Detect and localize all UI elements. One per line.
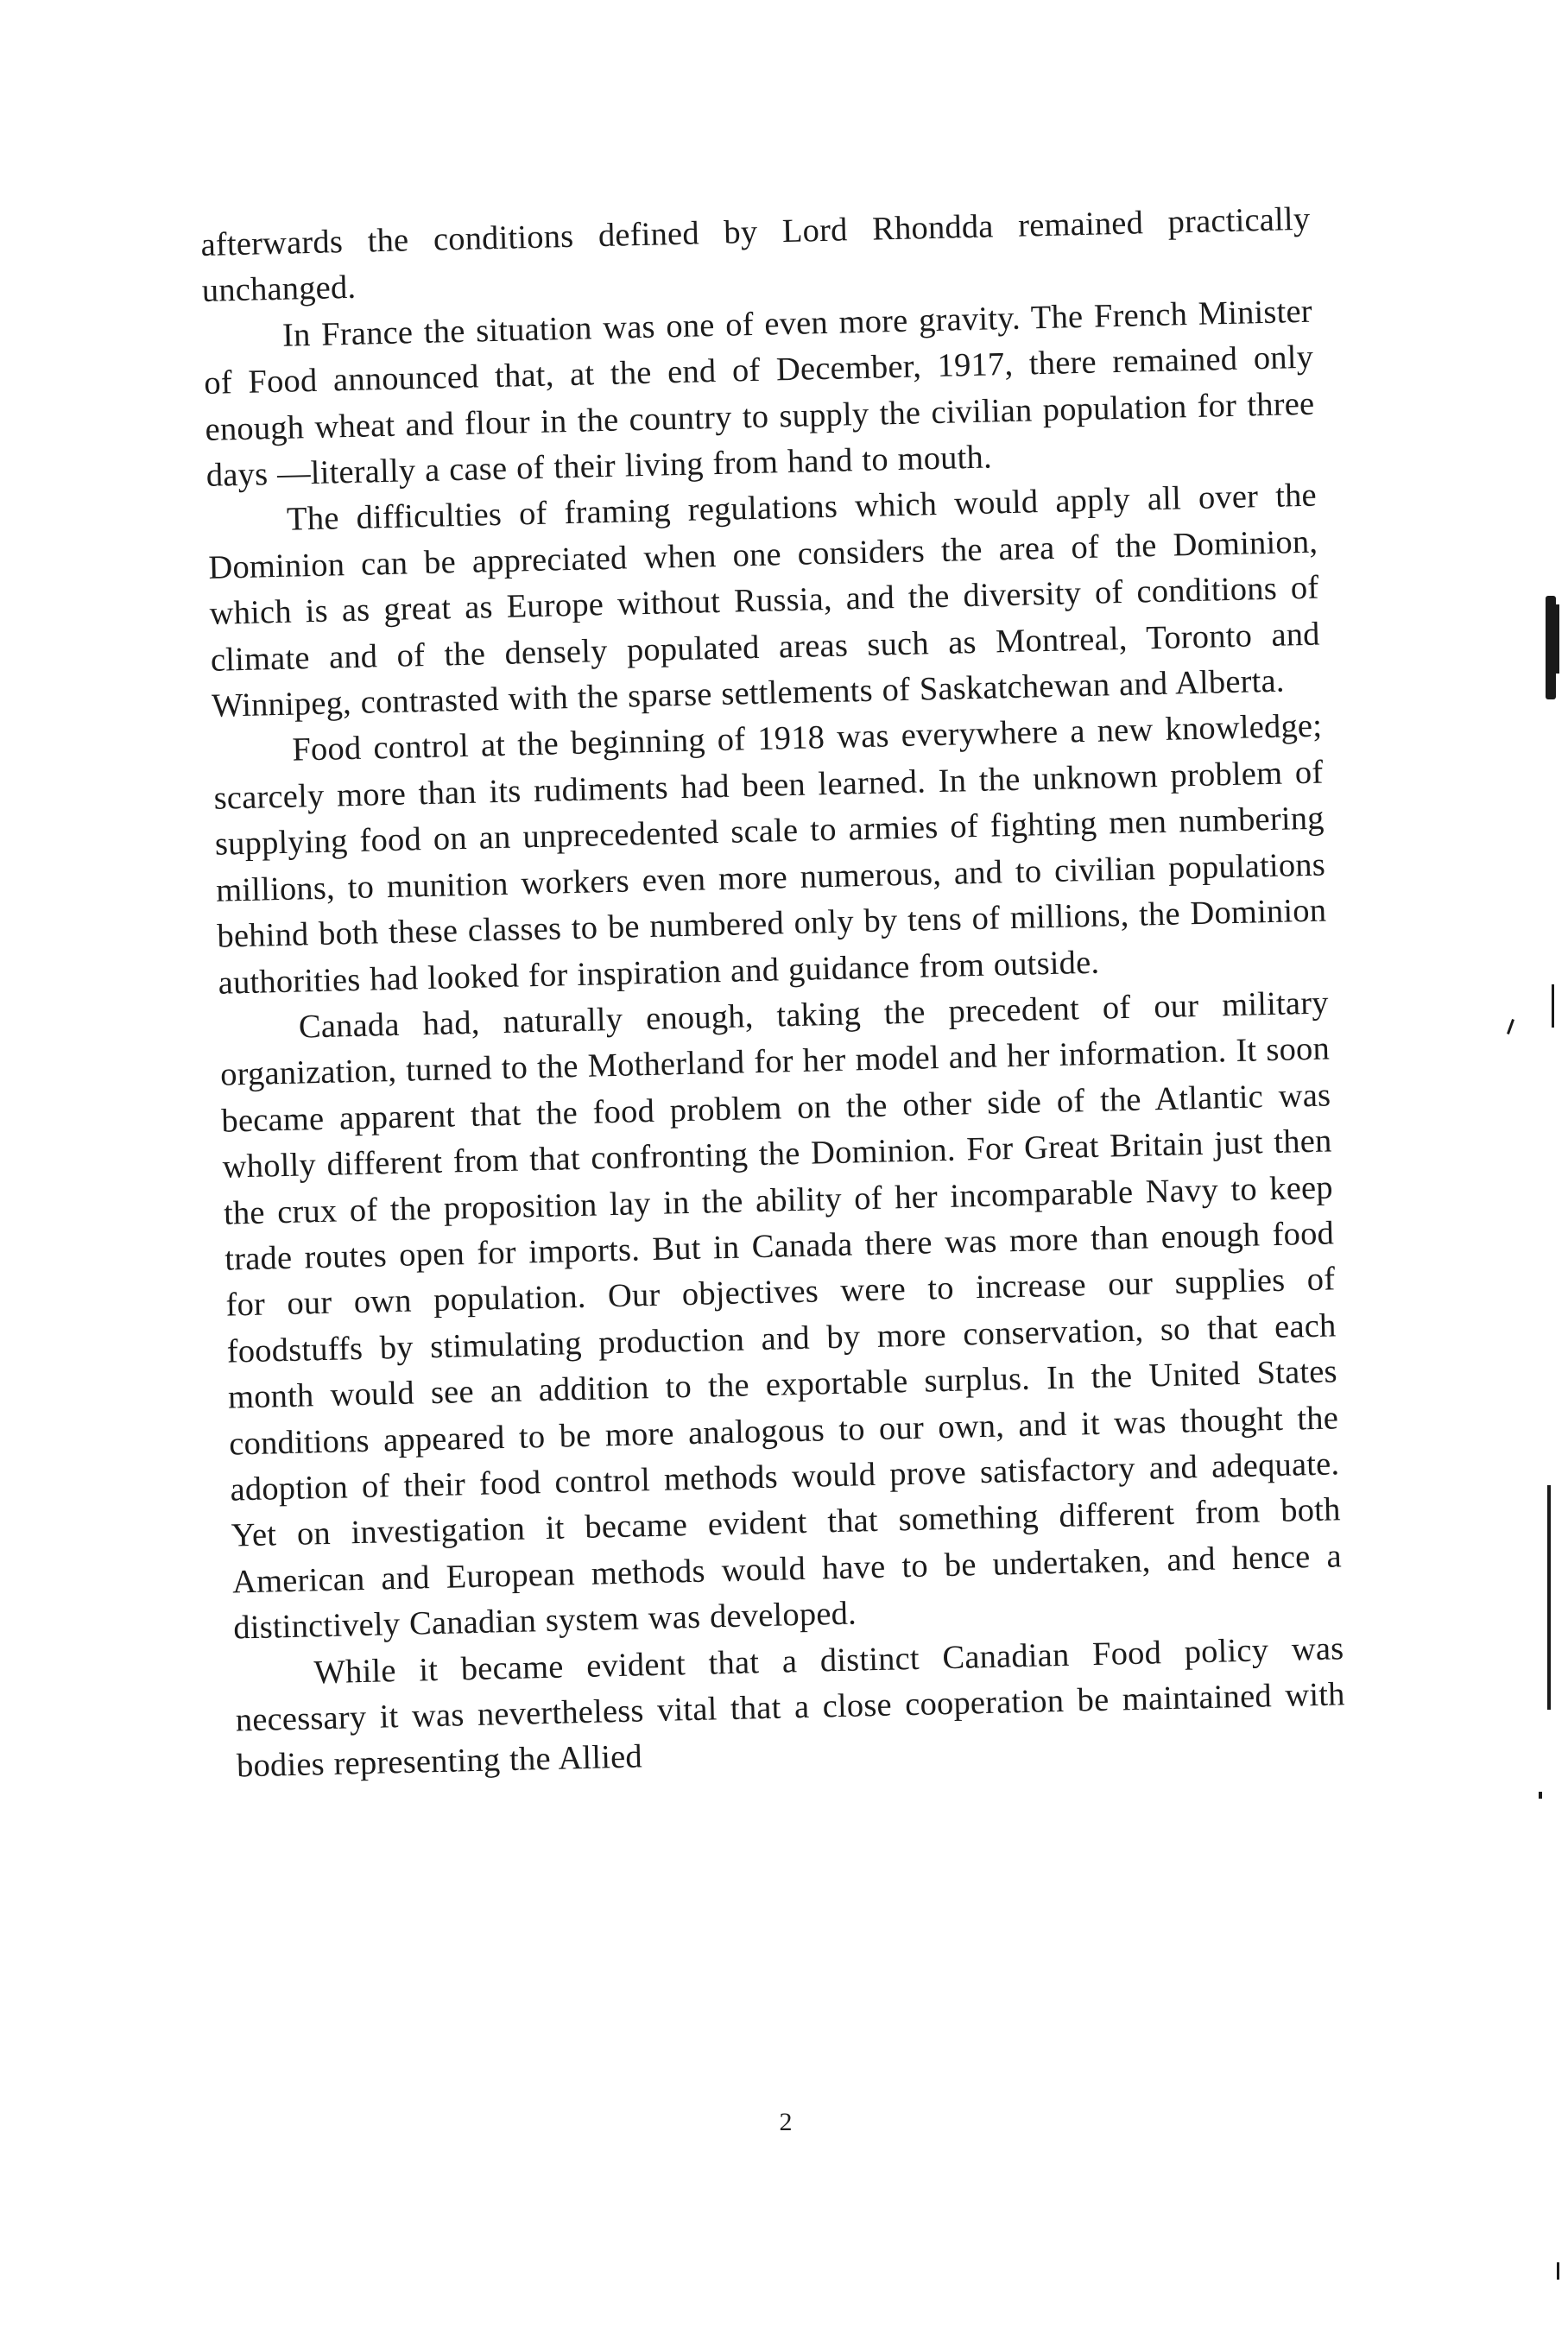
body-text: [200, 197, 1346, 1791]
paragraph-1: afterwards the conditions defined by Lord Rhondda remained practically unchanged.: [200, 200, 1311, 310]
page-number: 2: [779, 2108, 793, 2136]
scan-edge-mark: [1557, 2262, 1559, 2280]
paragraph-2: In France the situation was one of even more gravity. The French Minister of Food announced that, at the end of December, 1917, there remained only enough wheat and flour in the country to supply the civilian population for three days —literally a case of their living from hand to mouth.: [203, 293, 1315, 494]
scan-edge-mark: [1507, 1019, 1514, 1034]
paragraph-3: The difficulties of framing regulations which would apply all over the Dominion can be appreciated when one considers the area of the Dominion, which is as great as Europe without Russia, and the diversity of conditions of climate and of the densely populated areas such as Montreal, Toronto and Winnipeg, contrasted with the sparse settlements of Saskatchewan and Alberta.: [207, 478, 1321, 724]
paragraph-6: While it became evident that a distinct Canadian Food policy was necessary it was nevertheless vital that a close cooperation be maintained with bodies representing the Allied: [235, 1629, 1346, 1785]
paragraph-4: Food control at the beginning of 1918 was everywhere a new knowledge; scarcely more than its rudiments had been learned. In the unknown problem of supplying food on an unprecedented scale to armies of fighting men numbering millions, to munition workers even more numerous, and to civilian populations behind both these classes to be numbered only by tens of millions, the Dominion authorities had looked for inspiration and guidance from outside.: [213, 708, 1327, 1002]
scan-edge-mark: [1547, 1485, 1551, 1710]
scan-edge-mark: [1552, 984, 1554, 1028]
scan-edge-mark: [1554, 604, 1559, 674]
paragraph-5: Canada had, naturally enough, taking the precedent of our military organization, turned to the Motherland for her model and her information. It soon became apparent that the food problem on the other side of the Atlantic was wholly different from that confronting the Dominion. For Great Britain just then the crux of the proposition lay in the ability of her incomparable Navy to keep trade routes open for imports. But in Canada there was more than enough food for our own population. Our objectives were to increase our supplies of foodstuffs by stimulating production and by more conservation, so that each month would see an addition to the exportable surplus. In the United States conditions appeared to be more analogous to our own, and it was thought the adoption of their food control methods would prove satisfactory and adequate. Yet on investigation it became evident that something different from both American and European methods would have to be undertaken, and hence a distinctively Canadian system was developed.: [219, 984, 1343, 1647]
scan-edge-mark: [1539, 1792, 1542, 1799]
